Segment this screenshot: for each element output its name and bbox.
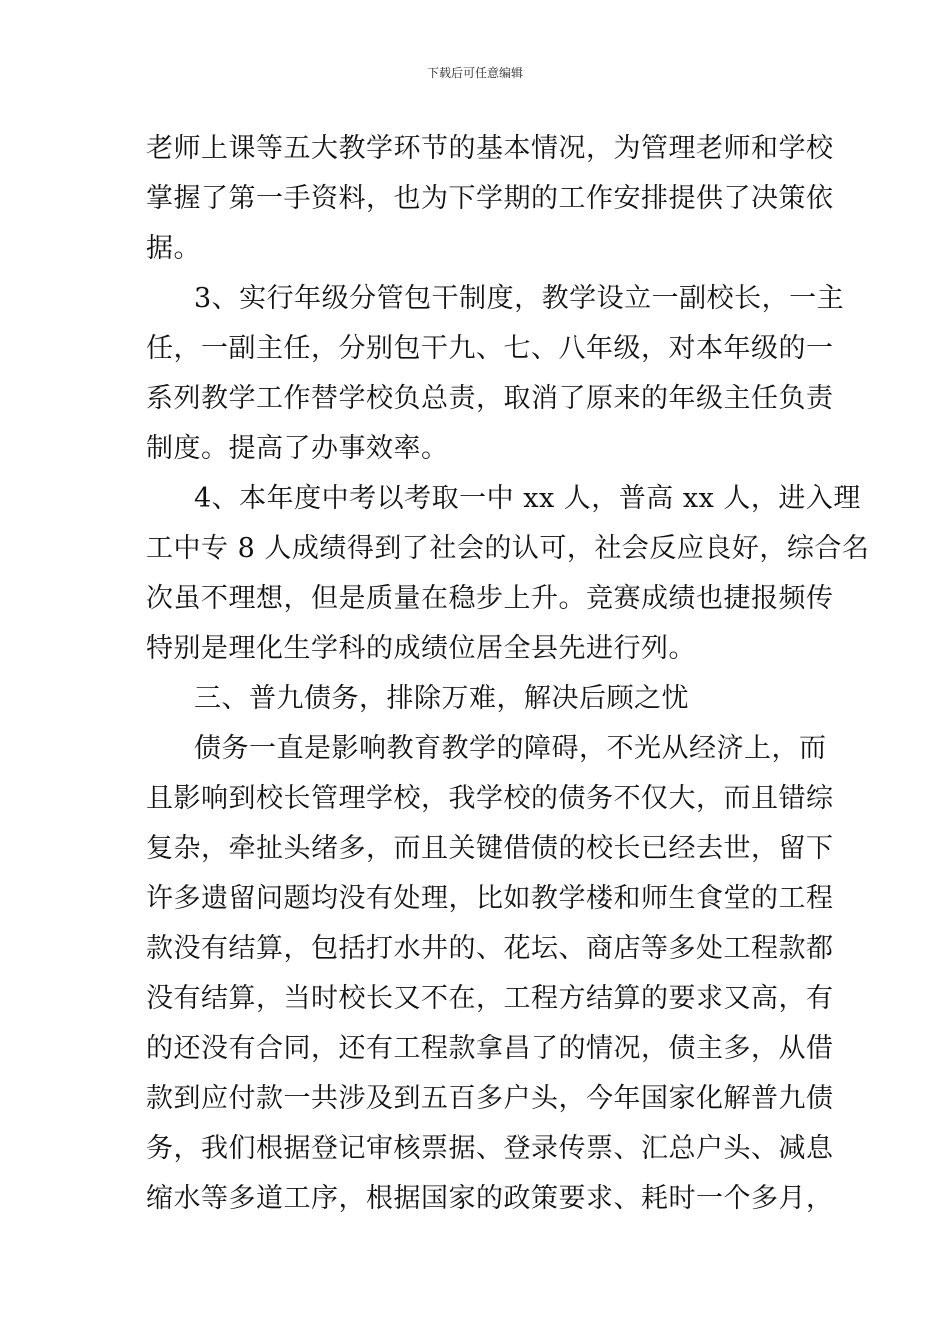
text-line: 4、本年度中考以考取一中 xx 人，普高 xx 人，进入理 <box>194 483 861 514</box>
text-line: 老师上课等五大教学环节的基本情况，为管理老师和学校 <box>146 133 834 164</box>
text-line: 3、实行年级分管包干制度，教学设立一副校长，一主 <box>194 283 845 314</box>
text-line: 款没有结算，包括打水井的、花坛、商店等多处工程款都 <box>146 933 834 964</box>
text-line: 缩水等多道工序，根据国家的政策要求、耗时一个多月， <box>146 1183 834 1214</box>
text-line: 制度。提高了办事效率。 <box>146 433 449 464</box>
text-line: 的还没有合同，还有工程款拿昌了的情况，债主多，从借 <box>146 1033 834 1064</box>
text-line: 任，一副主任，分别包干九、七、八年级，对本年级的一 <box>146 333 834 364</box>
text-line: 次虽不理想，但是质量在稳步上升。竞赛成绩也捷报频传 <box>146 583 834 614</box>
text-line: 款到应付款一共涉及到五百多户头，今年国家化解普九债 <box>146 1083 834 1114</box>
section-heading: 三、普九债务，排除万难，解决后顾之忧 <box>194 683 689 714</box>
text-line: 复杂，牵扯头绪多，而且关键借债的校长已经去世，留下 <box>146 833 834 864</box>
text-line: 掌握了第一手资料，也为下学期的工作安排提供了决策依 <box>146 183 834 214</box>
text-line: 没有结算，当时校长又不在，工程方结算的要求又高，有 <box>146 983 834 1014</box>
text-line: 务，我们根据登记审核票据、登录传票、汇总户头、减息 <box>146 1133 834 1164</box>
text-line: 债务一直是影响教育教学的障碍，不光从经济上，而 <box>194 733 827 764</box>
text-line: 特别是理化生学科的成绩位居全县先进行列。 <box>146 633 696 664</box>
text-line: 据。 <box>146 233 201 264</box>
text-line: 许多遗留问题均没有处理，比如教学楼和师生食堂的工程 <box>146 883 834 914</box>
text-line: 工中专 8 人成绩得到了社会的认可，社会反应良好，综合名 <box>146 533 870 564</box>
page-header: 下载后可任意编辑 <box>426 66 523 80</box>
text-line: 且影响到校长管理学校，我学校的债务不仅大，而且错综 <box>146 783 834 814</box>
text-line: 系列教学工作替学校负总责，取消了原来的年级主任负责 <box>146 383 834 414</box>
